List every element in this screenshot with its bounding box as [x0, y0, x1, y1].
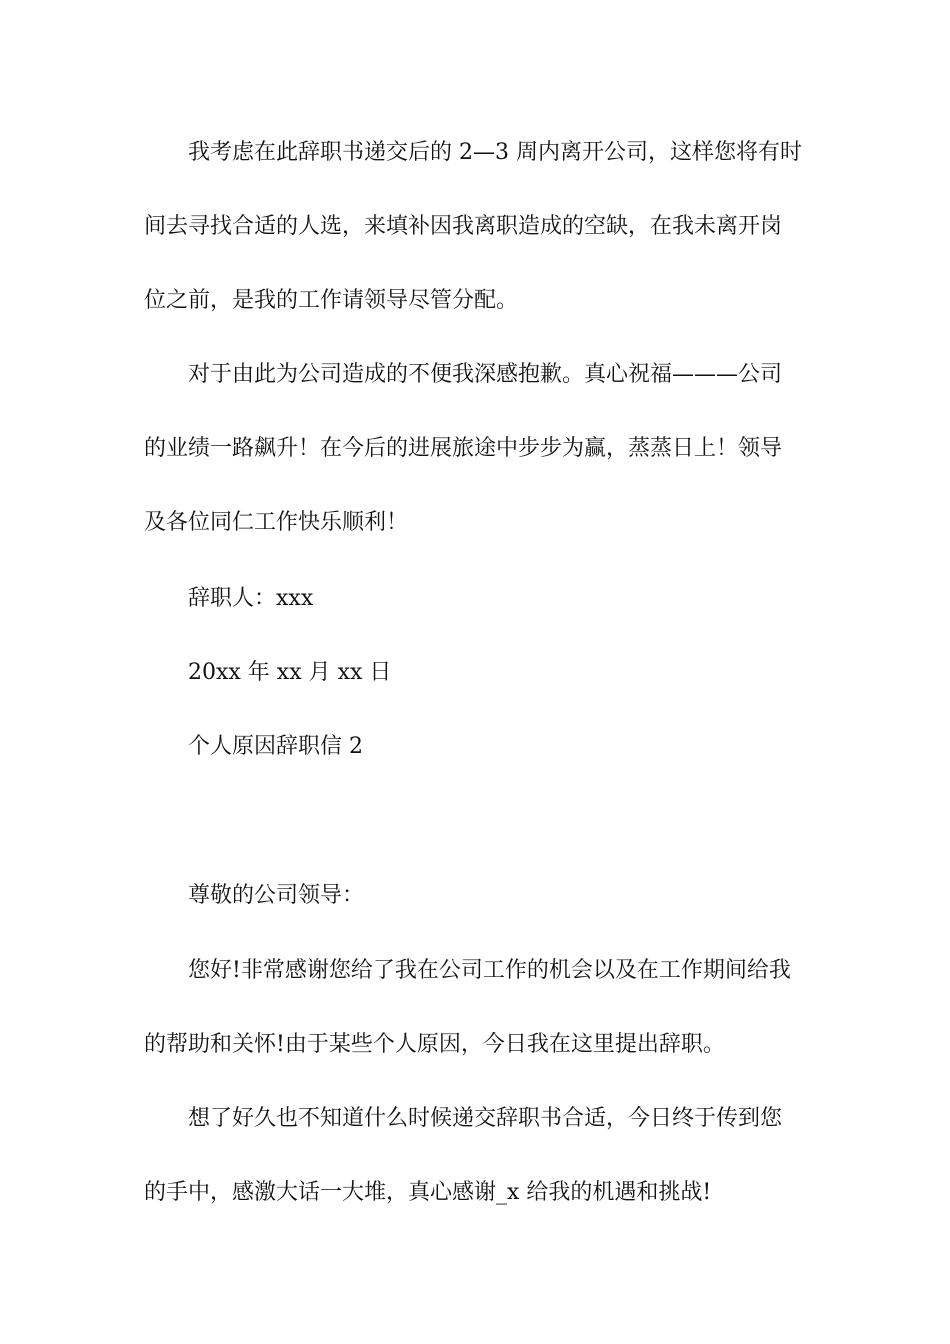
section-title: 个人原因辞职信 2: [188, 734, 363, 759]
signature-line: 辞职人：xxx: [188, 586, 314, 611]
paragraph-line: 我考虑在此辞职书递交后的 2—3 周内离开公司，这样您将有时: [188, 140, 802, 165]
paragraph-line: 的帮助和关怀!由于某些个人原因，今日我在这里提出辞职。: [144, 1032, 725, 1057]
paragraph-line: 的业绩一路飙升！在今后的进展旅途中步步为赢，蒸蒸日上！领导: [144, 436, 783, 461]
paragraph-line: 及各位同仁工作快乐顺利！: [144, 510, 409, 535]
paragraph-line: 间去寻找合适的人选，来填补因我离职造成的空缺，在我未离开岗: [144, 214, 783, 239]
paragraph-line: 的手中，感激大话一大堆，真心感谢_x 给我的机遇和挑战!: [144, 1180, 712, 1205]
date-line: 20xx 年 xx 月 xx 日: [188, 660, 392, 685]
paragraph-line: 对于由此为公司造成的不便我深感抱歉。真心祝福———公司: [188, 362, 783, 387]
salutation: 尊敬的公司领导：: [188, 883, 365, 908]
paragraph-line: 您好!非常感谢您给了我在公司工作的机会以及在工作期间给我: [188, 958, 791, 983]
paragraph-line: 想了好久也不知道什么时候递交辞职书合适，今日终于传到您: [188, 1106, 783, 1131]
paragraph-line: 位之前，是我的工作请领导尽管分配。: [144, 288, 519, 313]
